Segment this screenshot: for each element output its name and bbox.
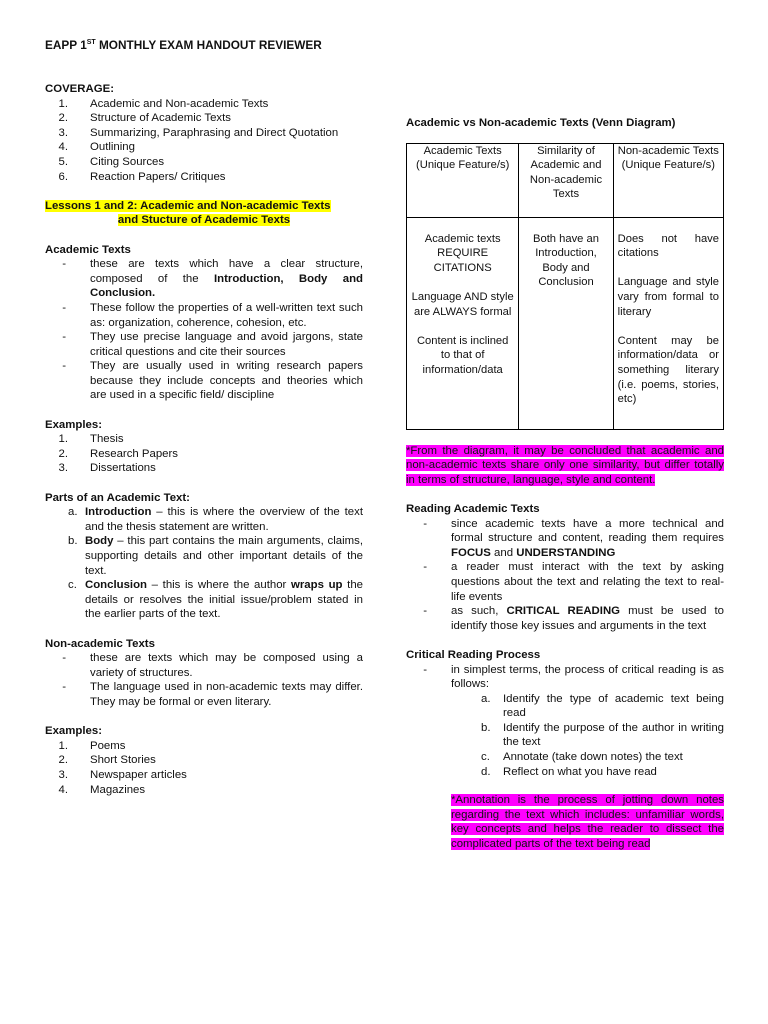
list-item: c. Annotate (take down notes) the text	[481, 751, 683, 764]
list-item: a. Identify the type of academic text being read	[481, 692, 724, 720]
list-item: 2. Research Papers	[58, 447, 179, 460]
reading-list	[406, 517, 724, 634]
list-item: 4. Outlining	[58, 141, 135, 154]
academic-texts-heading: Academic Texts	[45, 243, 131, 256]
table-row	[407, 143, 724, 217]
venn-heading: Academic vs Non-academic Texts (Venn Diagram)	[406, 117, 676, 129]
list-item: - The language used in non-academic texts may differ. They may be formal or even literary.	[62, 681, 363, 708]
table-header-cell: Non-academic Texts (Unique Feature/s)	[613, 143, 723, 217]
list-item: 2. Structure of Academic Texts	[58, 112, 231, 125]
list-item: - these are texts which may be composed using a variety of structures.	[62, 652, 363, 679]
coverage-heading: COVERAGE:	[45, 83, 114, 95]
coverage-list	[45, 97, 363, 185]
list-item: 1. Thesis	[58, 433, 124, 446]
reading-heading: Reading Academic Texts	[406, 502, 540, 515]
table-header-cell: Academic Texts (Unique Feature/s)	[407, 143, 519, 217]
examples-list-2	[45, 739, 363, 797]
right-column	[406, 116, 724, 852]
list-item: 2. Short Stories	[58, 754, 156, 767]
annotation-note: *Annotation is the process of jotting down notes regarding the text which includes: unfamiliar words, key concepts and helps the reader to dissect the complicated parts of the text being read	[451, 794, 724, 851]
list-item: 3. Dissertations	[58, 462, 156, 475]
list-item: 1. Academic and Non-academic Texts	[58, 97, 269, 110]
diagram-note: *From the diagram, it may be concluded that academic and non-academic texts share only one similarity, but differ totally in terms of structure, language, style and content.	[406, 444, 724, 486]
table-row	[407, 217, 724, 429]
list-item: 3. Newspaper articles	[58, 768, 187, 781]
document-title: EAPP 1ST MONTHLY EXAM HANDOUT REVIEWER	[45, 38, 322, 52]
process-steps	[481, 692, 724, 780]
table-cell: Academic texts REQUIRE CITATIONS Language AND style are ALWAYS formal Content is inclined to that of information/data	[407, 217, 519, 429]
table-cell: Does not have citations Language and style vary from formal to literary Content may be information/data or something literary (i.e. poems, stories, etc)	[613, 217, 723, 429]
list-item: - These follow the properties of a well-written text such as: organization, coherence, cohesion, etc.	[62, 301, 363, 329]
list-item: d. Reflect on what you have read	[481, 765, 657, 778]
left-column	[45, 82, 363, 797]
list-item: - a reader must interact with the text by asking questions about the text and relating the text to real-life events	[423, 561, 724, 603]
list-item: - these are texts which have a clear structure, composed of the Introduction, Body and Conclusion.	[62, 258, 364, 300]
process-list	[406, 663, 724, 692]
list-item: 3. Summarizing, Paraphrasing and Direct Quotation	[58, 126, 339, 139]
list-item: 1. Poems	[58, 739, 126, 752]
academic-texts-list	[45, 257, 363, 403]
parts-list	[45, 505, 363, 622]
list-item: b. Identify the purpose of the author in writing the text	[481, 721, 724, 749]
list-item: a. Introduction – this is where the overview of the text and the thesis statement are written.	[68, 506, 363, 533]
venn-table	[406, 143, 724, 430]
examples-heading: Examples:	[45, 418, 102, 431]
examples-heading-2: Examples:	[45, 725, 102, 738]
list-item: - They use precise language and avoid jargons, state critical questions and cite their sources	[62, 331, 363, 358]
list-item: b. Body – this part contains the main arguments, claims, supporting details and other important details of the text.	[68, 535, 363, 577]
list-item: 4. Magazines	[58, 783, 146, 796]
table-cell: Both have an Introduction, Body and Conclusion	[519, 217, 613, 429]
list-item: - in simplest terms, the process of critical reading is as follows:	[423, 663, 724, 691]
list-item: 6. Reaction Papers/ Critiques	[58, 170, 226, 183]
list-item: - as such, CRITICAL READING must be used to identify those key issues and arguments in the text	[423, 605, 724, 632]
list-item: - since academic texts have a more technical and formal structure and content, reading them requires FOCUS and UNDERSTANDING	[423, 517, 724, 559]
table-header-cell: Similarity of Academic and Non-academic Texts	[519, 143, 613, 217]
list-item: - They are usually used in writing research papers because they include concepts and theories which are used in a specific field/ discipline	[62, 360, 363, 402]
examples-list	[45, 432, 363, 476]
process-heading: Critical Reading Process	[406, 648, 541, 661]
list-item: c. Conclusion – this is where the author wraps up the details or resolves the initial issue/problem stated in the earlier parts of the text.	[68, 579, 363, 621]
lesson-heading: Lessons 1 and 2: Academic and Non-academic Texts and Stucture of Academic Texts	[45, 199, 331, 227]
non-academic-heading: Non-academic Texts	[45, 637, 155, 650]
parts-heading: Parts of an Academic Text:	[45, 491, 190, 504]
list-item: 5. Citing Sources	[58, 155, 165, 168]
non-academic-list	[45, 651, 363, 709]
